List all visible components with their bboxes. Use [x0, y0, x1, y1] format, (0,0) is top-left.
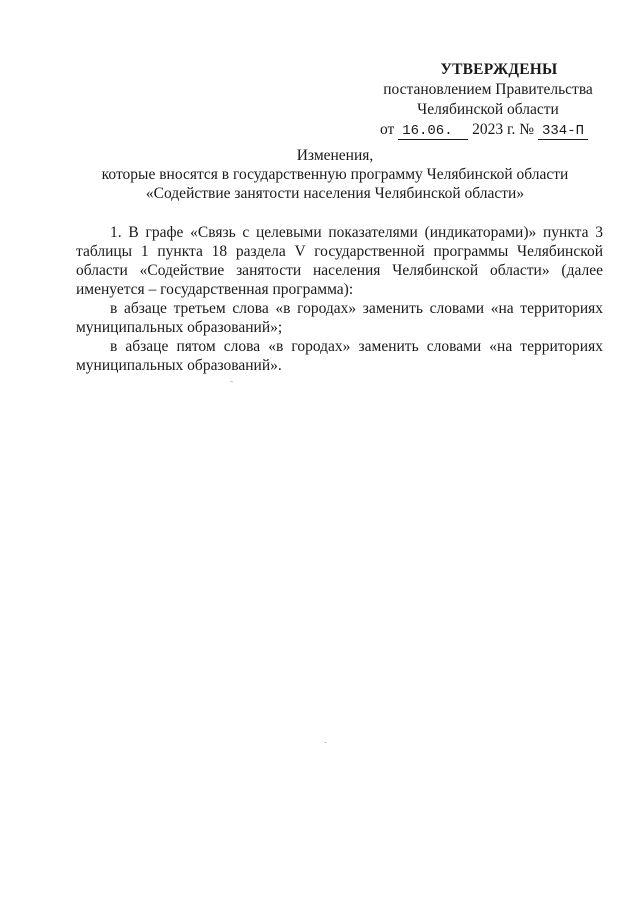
scan-artifact	[230, 381, 233, 382]
document-heading	[70, 146, 600, 203]
decree-number: 334-П	[538, 123, 588, 140]
body-paragraph-1: 1. В графе «Связь с целевыми показателями (индикаторами)» пункта 3 таблицы 1 пункта 18 раздела V государственной программы Челябинской области «Содействие занятости населения Челябинской области» (далее именуется – государственная программа):	[76, 224, 603, 298]
document-body	[76, 223, 603, 375]
year-number-label: 2023 г. №	[472, 121, 535, 138]
approval-stamp-block	[372, 60, 604, 140]
approval-region-line: Челябинской области	[417, 101, 559, 118]
body-paragraph-2: в абзаце третьем слова «в городах» заменить словами «на территориях муниципальных образований»;	[76, 300, 603, 336]
approval-issuer-line: постановлением Правительства	[383, 81, 593, 98]
heading-program-name: «Содействие занятости населения Челябинской области»	[145, 185, 525, 202]
scan-artifact	[324, 742, 327, 743]
heading-subtitle: которые вносятся в государственную программу Челябинской области	[101, 166, 569, 183]
body-paragraph-3: в абзаце пятом слова «в городах» заменить словами «на территориях муниципальных образований».	[76, 338, 603, 374]
date-prefix: от	[380, 121, 395, 138]
date-value: 16.06.	[398, 123, 468, 140]
heading-title: Изменения,	[296, 147, 374, 164]
approval-title: УТВЕРЖДЕНЫ	[440, 61, 558, 78]
approval-date-line	[372, 120, 604, 140]
